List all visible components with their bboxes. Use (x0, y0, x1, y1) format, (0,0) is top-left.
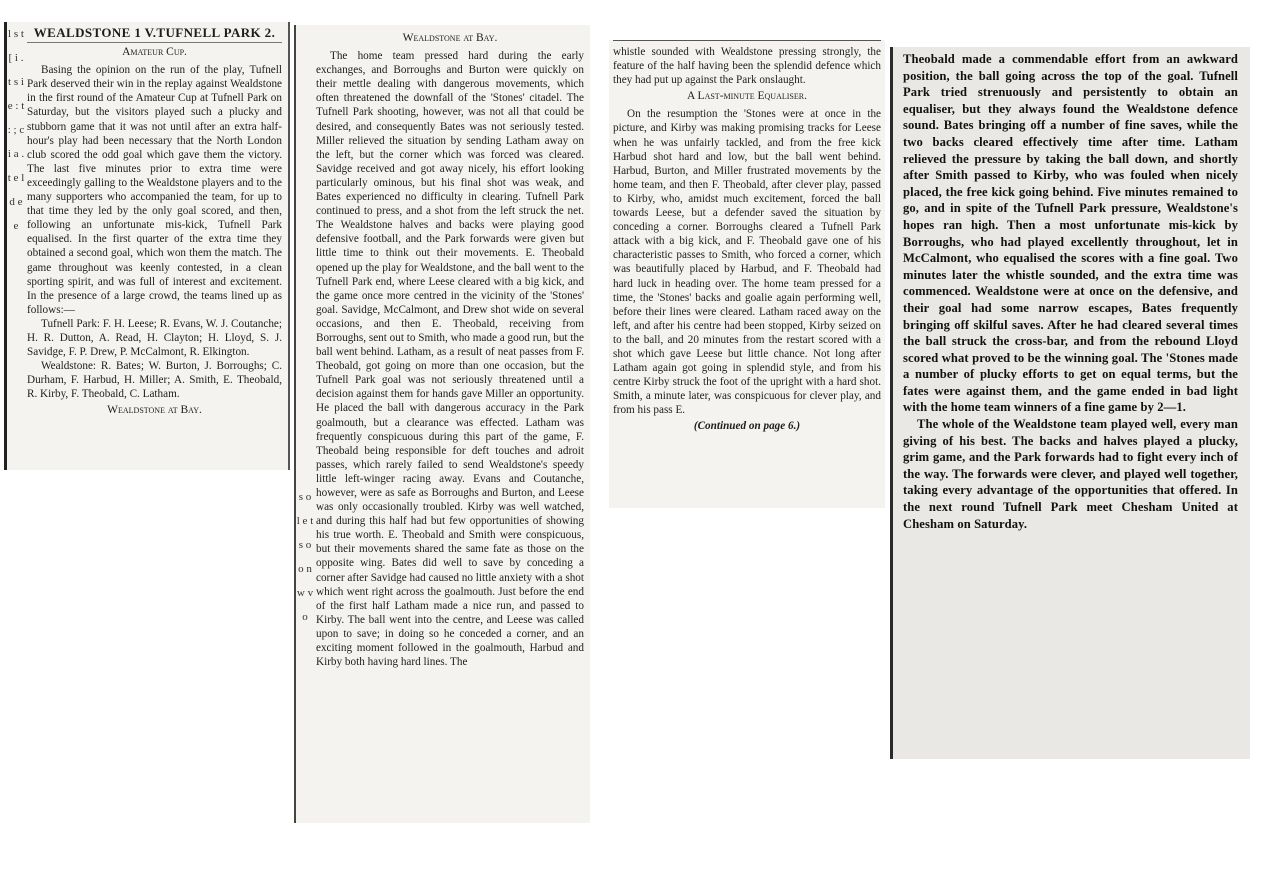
column-rule (613, 40, 881, 41)
clipping-column-2 (294, 25, 590, 823)
continued-notice: (Continued on page 6.) (693, 420, 801, 433)
article-paragraph: Theobald made a commendable effort from an awkward position, the ball going across the top of the goal. Tufnell Park tried strenuously and persistently to obtain an equaliser, but they always found the Wealdstone defence sound. Bates bringing off a number of fine saves, while the two backs cleared effectively time after time. Latham relieved the pressure by taking the ball down, and shortly after Smith passed to Kirby, who was fouled when nicely placed, the free kick going behind. Five minutes remained to go, and in spite of the Tufnell Park pressure, Wealdstone's hopes ran high. Then a most unfortunate mis-kick by Borroughs, who had played excellently throughout, let in McCalmont, who equalised the scores with a fine goal. Two minutes later the whistle sounded, and the extra time was commenced. Wealdstone were at once on the defensive, and their goal had some narrow escapes, Bates frequently bringing off skilful saves. After he had cleared several times the ball struck the cross-bar, and from the rebound Lloyd scored what proved to be the winning goal. The 'Stones made a number of plucky efforts to get on equal terms, but the fates were against them, and the game ended in bad light with the home team winners of a fine game by 2—1. (903, 52, 1238, 415)
team-lineup-tufnell: Tufnell Park: F. H. Leese; R. Evans, W. J. Coutanche; H. R. Dutton, A. Read, H. Clayton; H. Lloyd, S. J. Savidge, F. P. Drew, P. McCalmont, R. Elkington. (27, 317, 282, 359)
article-paragraph-intro: whistle sounded with Wealdstone pressing strongly, the feature of the half having been the splendid defence which they had put up against the Park onslaught. (613, 46, 881, 87)
clipping-column-4 (890, 47, 1250, 759)
clipping-column-1 (4, 22, 290, 470)
team-lineup-wealdstone: Wealdstone: R. Bates; W. Burton, J. Borroughs; C. Durham, F. Harbud, H. Miller; A. Smith, E. Theobald, R. Kirby, F. Theobald, C. Latham. (27, 360, 282, 401)
article-paragraph: On the resumption the 'Stones were at once in the picture, and Kirby was making promising tracks for Leese when he was unfairly tackled, and from the free kick Harbud shot hard and low, but the ball went behind. Harbud, Burton, and Miller frustrated movements by the home team, and then F. Theobald, after clever play, passed to Kirby, who, amidst much excitement, forced the ball towards Leese, but a defender saved the situation by conceding a corner. Borroughs cleared a Tufnell Park attack with a big kick, and F. Theobald gave one of his characteristic passes to Smith, who forced a corner, which was beautifully placed by Harbud, and F. Theobald had hard luck in heading over. The home team pressed for a time, the 'Stones' backs and goalie again performing well, before their lines were cleared. Latham raced away on the left, and after his centre had been stopped, Kirby seized on to the ball, and 20 minutes from the restart scored with a shot which gave Leese but little chance. Not long after Latham again got going in splendid style, and from his centre Kirby struck the foot of the upright with a hard shot. Smith, a minute later, was conspicuous for clever play, and from his pass E. (613, 108, 881, 417)
section-subhead: Wealdstone at Bay. (402, 32, 498, 44)
gutter-fragment-2: s o l e t s o o n w v o (296, 491, 314, 623)
competition-subhead: Amateur Cup. (122, 46, 187, 59)
article-paragraph: The whole of the Wealdstone team played well, every man giving of his best. The backs and halves played a plucky, grim game, and the Park forwards had to fight every inch of the way. The forwards were clever, and played well together, taking every advantage of the opportunities that offered. In the next round Tufnell Park meet Chesham United at Chesham on Saturday. (903, 417, 1238, 531)
article-paragraph: Basing the opinion on the run of the play, Tufnell Park deserved their win in the replay against Wealdstone in the first round of the Amateur Cup at Tufnell Park on Saturday, but the visitors played such a plucky and stubborn game that it was not until after an extra half-hour's play had been necessary that the North London club scored the odd goal which gave them the victory. The last five minutes prior to extra time were exceedingly galling to the Wealdstone players and to the many supporters who accompanied the team, for up to that time they led by the only goal scored, and then, following an unfortunate mis-kick, Tufnell Park equalised. In the first quarter of the extra time they obtained a second goal, which won them the match. The game throughout was keenly contested, in a clean sporting spirit, and was full of interest and excitement. In the presence of a large crowd, the teams lined up as follows:— (27, 64, 282, 316)
section-subhead: A Last-minute Equaliser. (687, 90, 807, 103)
clipping-column-3 (609, 40, 885, 508)
match-headline: WEALDSTONE 1 V.TUFNELL PARK 2. (27, 26, 282, 43)
column-2-body (316, 25, 584, 823)
gutter-fragment-1: l s t [ i . t s i e : t : ; c i a . t e l d e e (7, 28, 25, 232)
column-1-body (27, 22, 282, 470)
section-subhead-cut: Wealdstone at Bay. (107, 404, 202, 417)
column-4-body (903, 47, 1238, 759)
article-paragraph: The home team pressed hard during the early exchanges, and Borroughs and Burton were quickly on their mettle dealing with dangerous movements, which often threatened the downfall of the 'Stones' citadel. The Tufnell Park shooting, however, was not all that could be desired, and consequently Bates was not seriously tested. Miller relieved the situation by sending Latham away on the left, but the corner which was forced was cleared. Savidge received and got away nicely, his effort looking particularly ominous, but his final shot was weak, and Bates experienced no difficulty in clearing. Tufnell Park continued to press, and a shot from the left struck the net. The Wealdstone halves and backs were playing good defensive football, and the Park forwards were given but little time to think out their movements. E. Theobald opened up the play for Wealdstone, and the ball went to the Tufnell Park end, where Leese cleared with a big kick, and the game once more centred in the vicinity of the 'Stones' goal. Savidge, McCalmont, and Drew shot wide on several occasions, and then E. Theobald, receiving from Borroughs, sent out to Smith, who made a good run, but the ball went behind. Latham, as a result of neat passes from F. Theobald, got going on more than one occasion, but the Tufnell Park goal was not seriously threatened until a decision against them for hands gave Miller an opportunity. He placed the ball with dangerous accuracy in the Park goalmouth, but a clearance was effected. Latham was frequently conspicuous during this part of the game, F. Theobald being responsible for deft touches and adroit passes, which rarely failed to send Wealdstone's speedy little left-winger racing away. Evans and Coutanche, however, were as safe as Borroughs and Burton, and Leese was only occasionally troubled. Kirby was well watched, and during this half had but few opportunities of showing his true worth. E. Theobald and Smith were conspicuous, but their movements shared the same fate as those on the opposite wing. Bates did well to save by conceding a corner after Savidge had caused no little anxiety with a shot which went right across the goalmouth. Just before the end of the first half Latham made a nice run, and passed to Kirby. The ball went into the centre, and Leese was called upon to save; in doing so he conceded a corner, and an exciting moment followed in the goalmouth, Harbud and Kirby both having hard lines. The (316, 50, 584, 669)
column-3-body (613, 40, 881, 508)
